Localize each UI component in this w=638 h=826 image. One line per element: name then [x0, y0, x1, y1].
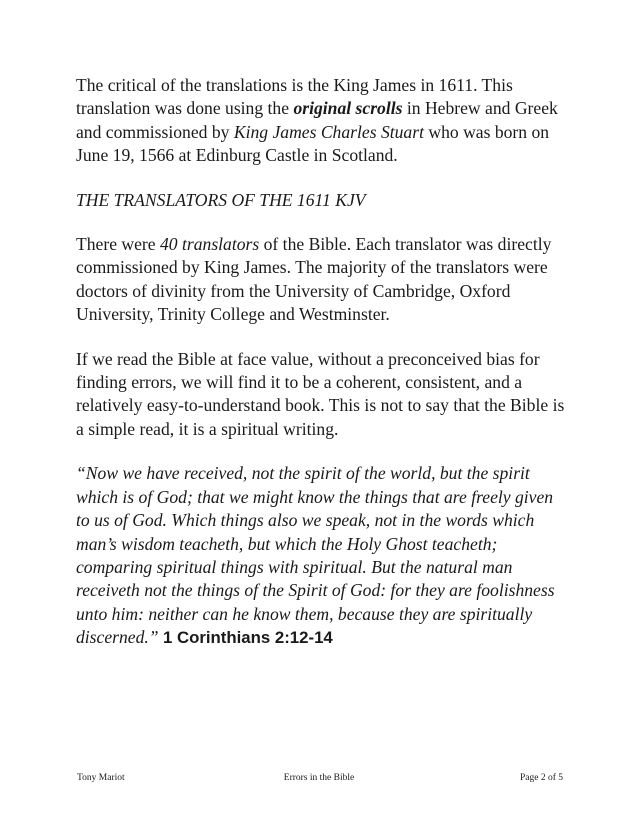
paragraph-1-text-c: who was born on June 19, 1566 at Edinburg Castle in Scotland. [76, 121, 550, 166]
footer-title: Errors in the Bible [283, 773, 355, 783]
section-heading: THE TRANSLATORS OF THE 1611 KJV [76, 189, 366, 210]
paragraph-1-text-b: in Hebrew and Greek and commissioned by [76, 98, 558, 142]
footer-author: Tony Mariot [77, 773, 125, 783]
emphasis-40-translators: 40 translators [160, 234, 260, 255]
quote-reference: 1 Corinthians 2:12-14 [163, 628, 333, 648]
scripture-quote [76, 462, 566, 649]
paragraph-translators [76, 233, 566, 327]
paragraph-face-value: If we read the Bible at face value, without a preconceived bias for finding errors, we will find it to be a coherent, consistent, and a relatively easy-to-understand book. This is not to say that the Bible is a simple read, it is a spiritual writing. [76, 348, 565, 439]
document-body [76, 74, 566, 650]
paragraph-king-james [76, 74, 566, 168]
paragraph-2-text-a: There were [76, 234, 160, 255]
king-name: King James Charles Stuart [233, 121, 424, 142]
paragraph-2-text-b: of the Bible. Each translator was directly commissioned by King James. The majority of the translators were doctors of divinity from the University of Cambridge, Oxford University, Trinity College and Westminster. [76, 234, 552, 325]
paragraph-1-text-a: The critical of the translations is the King James in 1611. This translation was done using the [76, 75, 513, 119]
footer-page-number: Page 2 of 5 [519, 773, 563, 783]
emphasis-original-scrolls: original scrolls [293, 98, 403, 119]
quote-text: “Now we have received, not the spirit of the world, but the spirit which is of God; that we might know the things that are freely given to us of God. Which things also we speak, not in the words which man’s wisdom teacheth, but which the Holy Ghost teacheth; comparing spiritual things with spiritual. But the natural man receiveth not the things of the Spirit of God: for they are foolishness unto him: neither can he know them, because they are spiritually discerned.” [76, 463, 555, 648]
